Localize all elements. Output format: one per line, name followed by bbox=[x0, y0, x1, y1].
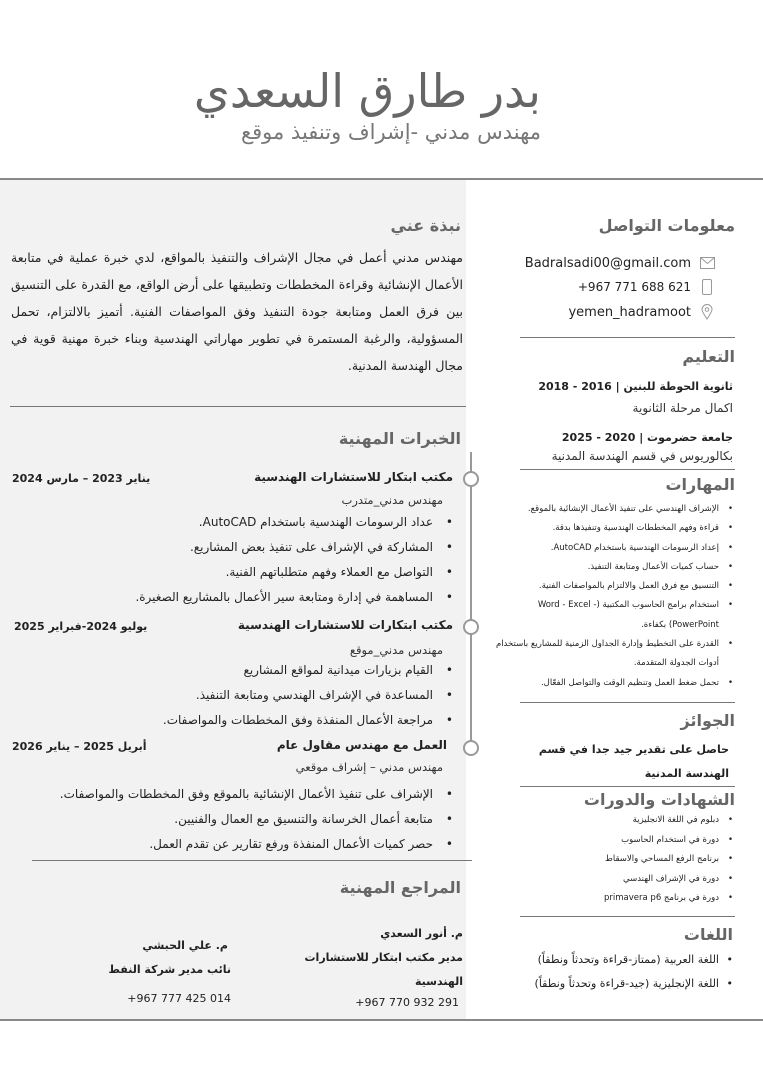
job-tasks-2 bbox=[163, 658, 453, 733]
award-text: حاصل على تقدير جيد جدا في قسم الهندسة المدنية bbox=[538, 743, 729, 780]
list-item: • المساعدة في الإشراف الهندسي ومتابعة التنفيذ. bbox=[163, 683, 453, 708]
header-divider bbox=[0, 178, 763, 180]
skills-section-title: المهارات bbox=[665, 475, 735, 494]
list-item: • عداد الرسومات الهندسية باستخدام AutoCAD. bbox=[135, 510, 453, 535]
contact-section-title: معلومات التواصل bbox=[598, 216, 735, 235]
job-company-3: العمل مع مهندس مقاول عام bbox=[276, 738, 447, 752]
list-item: • مراجعة الأعمال المنفذة وفق المخططات والمواصفات. bbox=[163, 708, 453, 733]
education-degree-1: اكمال مرحلة الثانوية bbox=[632, 401, 733, 415]
contact-phone[interactable]: +967 771 688 621 bbox=[577, 280, 691, 294]
divider bbox=[520, 916, 735, 917]
divider bbox=[32, 860, 472, 861]
list-item: • الإشراف الهندسي على تنفيذ الأعمال الإنشائية بالموقع. bbox=[489, 500, 733, 519]
divider bbox=[10, 406, 466, 407]
list-item: • استخدام برامج الحاسوب المكتبية (Word - Excel - PowerPoint) بكفاءة. bbox=[489, 596, 733, 635]
list-item: • المشاركة في الإشراف على تنفيذ بعض المشاريع. bbox=[135, 535, 453, 560]
list-item: • تحمل ضغط العمل وتنظيم الوقت والتواصل الفعّال. bbox=[489, 674, 733, 693]
list-item: • متابعة أعمال الخرسانة والتنسيق مع العمال والفنيين. bbox=[60, 807, 453, 832]
contact-location: yemen_hadramoot bbox=[568, 304, 691, 320]
timeline-marker bbox=[463, 740, 479, 756]
languages-section-title: اللغات bbox=[683, 925, 733, 944]
reference-name-1: م. أنور السعدي bbox=[380, 927, 463, 940]
reference-name-2: م. علي الحبشي bbox=[142, 939, 228, 952]
timeline-line bbox=[470, 452, 472, 747]
divider bbox=[520, 469, 735, 470]
person-name: بدر طارق السعدي bbox=[193, 64, 541, 118]
references-section-title: المراجع المهنية bbox=[339, 878, 461, 897]
job-company-2: مكتب ابتكارات للاستشارات الهندسية bbox=[237, 618, 453, 632]
skills-list bbox=[489, 500, 733, 693]
list-item: • دورة في استخدام الحاسوب bbox=[604, 831, 733, 851]
job-company-1: مكتب ابتكار للاستشارات الهندسية bbox=[254, 470, 453, 484]
list-item: • دبلوم في اللغة الانجليزية bbox=[604, 811, 733, 831]
education-school-1: ثانوية الحوطة للبنين | 2016 - 2018 bbox=[538, 380, 733, 393]
languages-list bbox=[535, 948, 733, 996]
list-item: • الإشراف على تنفيذ الأعمال الإنشائية بالموقع وفق المخططات والمواصفات. bbox=[60, 782, 453, 807]
list-item: • برنامج الرفع المساحي والاسقاط bbox=[604, 850, 733, 870]
list-item: • حصر كميات الأعمال المنفذة ورفع تقارير عن تقدم العمل. bbox=[60, 832, 453, 857]
job-date-2: يوليو 2024-فبراير 2025 bbox=[14, 620, 148, 633]
job-role-3: مهندس مدني – إشراف موقعي bbox=[295, 760, 443, 774]
education-degree-2: بكالوريوس في قسم الهندسة المدنية bbox=[551, 449, 733, 463]
about-section-title: نبذة عني bbox=[390, 216, 461, 235]
education-section-title: التعليم bbox=[682, 347, 735, 366]
timeline-marker bbox=[463, 471, 479, 487]
mail-icon bbox=[699, 255, 715, 271]
education-school-2: جامعة حضرموت | 2020 - 2025 bbox=[561, 431, 733, 444]
list-item: • دورة في الإشراف الهندسي bbox=[604, 870, 733, 890]
awards-section-title: الجوائز bbox=[680, 711, 735, 730]
divider bbox=[520, 337, 735, 338]
list-item: • دورة في برنامج primavera p6 bbox=[604, 889, 733, 909]
list-item: • حساب كميات الأعمال ومتابعة التنفيذ. bbox=[489, 558, 733, 577]
reference-position-2: نائب مدير شركة النفط bbox=[108, 963, 231, 976]
job-tasks-1 bbox=[135, 510, 453, 610]
contact-phone-row bbox=[578, 279, 715, 295]
timeline-marker bbox=[463, 619, 479, 635]
job-tasks-3 bbox=[60, 782, 453, 857]
list-item: • قراءة وفهم المخططات الهندسية وتنفيذها بدقة. bbox=[489, 519, 733, 538]
location-pin-icon bbox=[699, 304, 715, 320]
list-item: • اللغة العربية (ممتاز-قراءة وتحدثاً ونطقاً) bbox=[535, 948, 733, 972]
job-date-3: أبريل 2025 – يناير 2026 bbox=[12, 740, 147, 753]
reference-phone-2[interactable]: +967 777 425 014 bbox=[127, 992, 231, 1005]
list-item: • التنسيق مع فرق العمل والالتزام بالمواصفات الفنية. bbox=[489, 577, 733, 596]
list-item: • إعداد الرسومات الهندسية باستخدام AutoCAD. bbox=[489, 539, 733, 558]
job-date-1: يناير 2023 – مارس 2024 bbox=[12, 472, 151, 485]
job-role-1: مهندس مدني_متدرب bbox=[341, 493, 443, 507]
divider bbox=[520, 786, 735, 787]
certificates-section-title: الشهادات والدورات bbox=[583, 790, 735, 809]
reference-position-1: مدير مكتب ابتكار للاستشارات الهندسية bbox=[304, 951, 463, 988]
reference-phone-1[interactable]: +967 770 932 291 bbox=[355, 996, 459, 1009]
footer-divider bbox=[0, 1019, 763, 1021]
about-text: مهندس مدني أعمل في مجال الإشراف والتنفيذ بالمواقع، لدي خبرة عملية في متابعة الأعمال الإنشائية وقراءة المخططات وتطبيقها على أرض الواقع، مع القدرة على التنسيق بين فرق العمل ومتابعة جودة التنفيذ وفق المواصفات الفنية. أتميز بالالتزام، تحمل المسؤولية، والرغبة المستمرة في تطوير مهاراتي الهندسية وبناء خبرة مهنية قوية في مجال الهندسة المدنية. bbox=[11, 250, 463, 373]
contact-email[interactable]: Badralsadi00@gmail.com bbox=[524, 255, 691, 271]
list-item: • التواصل مع العملاء وفهم متطلباتهم الفنية. bbox=[135, 560, 453, 585]
job-subtitle: مهندس مدني -إشراف وتنفيذ موقع bbox=[240, 120, 541, 144]
list-item: • اللغة الإنجليزية (جيد-قراءة وتحدثاً ونطقاً) bbox=[535, 972, 733, 996]
certificates-list bbox=[604, 811, 733, 909]
phone-icon bbox=[699, 279, 715, 295]
divider bbox=[520, 702, 735, 703]
list-item: • المساهمة في إدارة ومتابعة سير الأعمال بالمشاريع الصغيرة. bbox=[135, 585, 453, 610]
list-item: • القيام بزيارات ميدانية لمواقع المشاريع bbox=[163, 658, 453, 683]
experience-section-title: الخبرات المهنية bbox=[338, 429, 461, 448]
list-item: • القدرة على التخطيط وإدارة الجداول الزمنية للمشاريع باستخدام أدوات الجدولة المتقدمة. bbox=[489, 635, 733, 674]
contact-email-row bbox=[525, 255, 715, 271]
contact-location-row bbox=[568, 304, 715, 320]
job-role-2: مهندس مدني_موقع bbox=[349, 643, 443, 657]
